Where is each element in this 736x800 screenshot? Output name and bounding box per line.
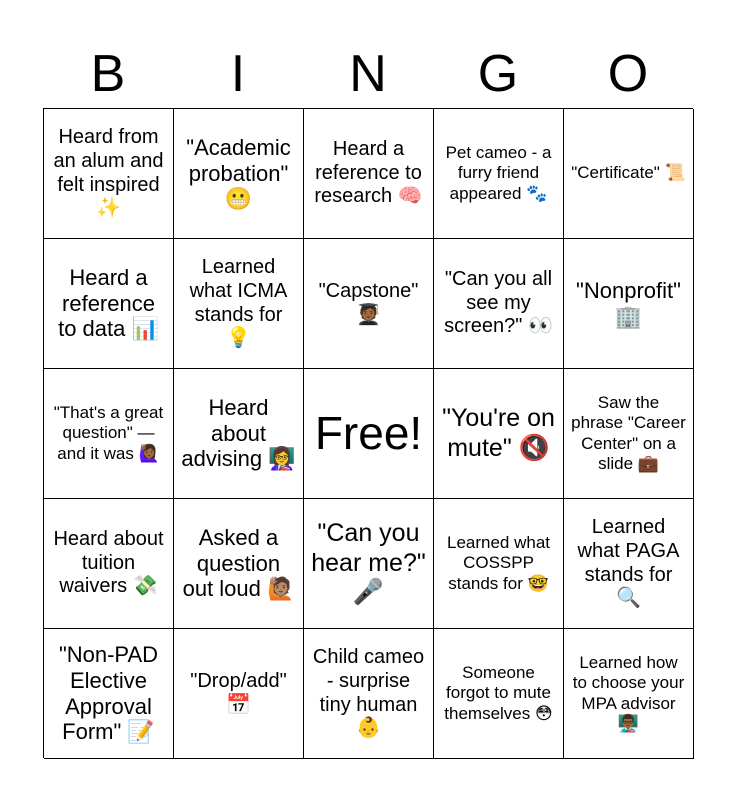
cell-text: Heard about advising 👩‍🏫 (181, 394, 296, 472)
cell-text: "Nonprofit" 🏢 (576, 277, 681, 329)
bingo-cell[interactable] (44, 239, 174, 369)
bingo-cell[interactable] (174, 499, 304, 629)
bingo-cell[interactable] (174, 109, 304, 239)
cell-text: "That's a great question" — and it was 🙋🏾‍♀️ (53, 403, 164, 463)
cell-text: Free! (314, 407, 423, 460)
cell-text: "You're on mute" 🔇 (442, 404, 555, 462)
bingo-cell[interactable] (44, 499, 174, 629)
cell-text: "Capstone" 🧑🏾‍🎓 (318, 279, 419, 326)
cell-text: Learned how to choose your MPA advisor 👨🏾‍🏫 (572, 653, 685, 733)
bingo-cell[interactable] (44, 629, 174, 759)
bingo-cell[interactable] (304, 239, 434, 369)
header-letter-g: G (477, 45, 519, 103)
bingo-cell[interactable] (304, 109, 434, 239)
bingo-cell[interactable] (304, 629, 434, 759)
bingo-header (43, 40, 693, 108)
bingo-cell[interactable] (564, 239, 694, 369)
cell-text: Learned what COSSPP stands for 🤓 (446, 533, 551, 593)
cell-text: Heard about tuition waivers 💸 (53, 528, 164, 598)
bingo-cell[interactable] (44, 109, 174, 239)
cell-text: "Drop/add" 📅 (190, 669, 287, 716)
cell-text: "Certificate" 📜 (571, 163, 686, 183)
cell-text: Someone forgot to mute themselves 😳 (444, 663, 553, 723)
cell-text: "Can you all see my screen?" 👀 (444, 268, 553, 338)
cell-text: Learned what ICMA stands for 💡 (189, 256, 288, 350)
header-letter-i: I (230, 45, 246, 103)
header-letter-o: O (607, 45, 649, 103)
bingo-cell[interactable] (434, 369, 564, 499)
cell-text: Learned what PAGA stands for 🔍 (577, 516, 680, 610)
bingo-cell[interactable] (44, 369, 174, 499)
bingo-cell[interactable] (564, 499, 694, 629)
bingo-cell[interactable] (174, 629, 304, 759)
header-letter-b: B (90, 45, 126, 103)
bingo-cell[interactable] (434, 629, 564, 759)
bingo-cell[interactable] (174, 369, 304, 499)
cell-text: "Academic probation" 😬 (186, 134, 291, 212)
cell-text: Heard a reference to data 📊 (58, 264, 159, 342)
bingo-cell[interactable] (304, 499, 434, 629)
bingo-cell[interactable] (434, 239, 564, 369)
cell-text: "Non-PAD Elective Approval Form" 📝 (58, 641, 159, 745)
bingo-cell[interactable] (564, 369, 694, 499)
cell-text: Pet cameo - a furry friend appeared 🐾 (445, 143, 552, 203)
bingo-cell[interactable] (434, 499, 564, 629)
cell-text: Saw the phrase "Career Center" on a slide 💼 (571, 393, 686, 473)
bingo-grid (43, 108, 693, 758)
bingo-cell[interactable] (434, 109, 564, 239)
free-cell[interactable] (304, 369, 434, 499)
cell-text: "Can you hear me?" 🎤 (311, 519, 426, 607)
bingo-cell[interactable] (564, 629, 694, 759)
cell-text: Child cameo - surprise tiny human 👶 (312, 646, 425, 740)
header-letter-n: N (349, 45, 387, 103)
cell-text: Heard a reference to research 🧠 (314, 138, 423, 208)
cell-text: Heard from an alum and felt inspired ✨ (53, 126, 164, 220)
bingo-cell[interactable] (174, 239, 304, 369)
bingo-cell[interactable] (564, 109, 694, 239)
cell-text: Asked a question out loud 🙋🏽 (182, 524, 295, 602)
